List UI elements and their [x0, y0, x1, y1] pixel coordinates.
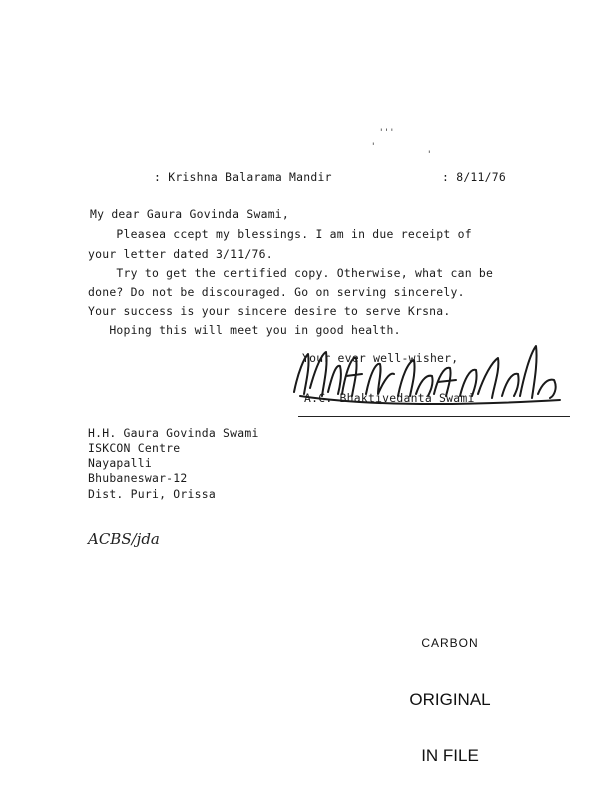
- address-line: H.H. Gaura Govinda Swami: [88, 426, 259, 440]
- scan-speck: ': [428, 150, 431, 160]
- address-line: ISKCON Centre: [88, 441, 181, 455]
- signature-image: [288, 336, 568, 412]
- letter-location: : Krishna Balarama Mandir: [154, 170, 332, 184]
- body-line: Pleasea ccept my blessings. I am in due receipt of: [88, 227, 472, 241]
- scan-speck: ': [372, 142, 375, 152]
- carbon-stamp: [400, 600, 500, 802]
- body-line: Try to get the certified copy. Otherwise, what can be: [88, 266, 494, 280]
- body-line: your letter dated 3/11/76.: [88, 247, 273, 261]
- letter-date: : 8/11/76: [442, 170, 506, 184]
- body-line: done? Do not be discouraged. Go on serving sincerely.: [88, 285, 465, 299]
- address-line: Bhubaneswar-12: [88, 471, 188, 485]
- typist-initials: ACBS/jda: [88, 530, 160, 548]
- stamp-line: ORIGINAL: [409, 690, 491, 709]
- address-line: Dist. Puri, Orissa: [88, 487, 216, 501]
- signature-rule: [298, 416, 570, 417]
- salutation: My dear Gaura Govinda Swami,: [90, 207, 290, 221]
- stamp-line: IN FILE: [421, 746, 479, 765]
- address-line: Nayapalli: [88, 456, 152, 470]
- body-line: Hoping this will meet you in good health.: [88, 323, 401, 337]
- scan-speck: ' ' ': [380, 128, 394, 138]
- sender-name: A.C. Bhaktivedanta Swami: [304, 391, 475, 405]
- valediction: Your ever well-wisher,: [302, 351, 459, 365]
- stamp-line: CARBON: [421, 636, 479, 650]
- body-line: Your success is your sincere desire to serve Krsna.: [88, 304, 451, 318]
